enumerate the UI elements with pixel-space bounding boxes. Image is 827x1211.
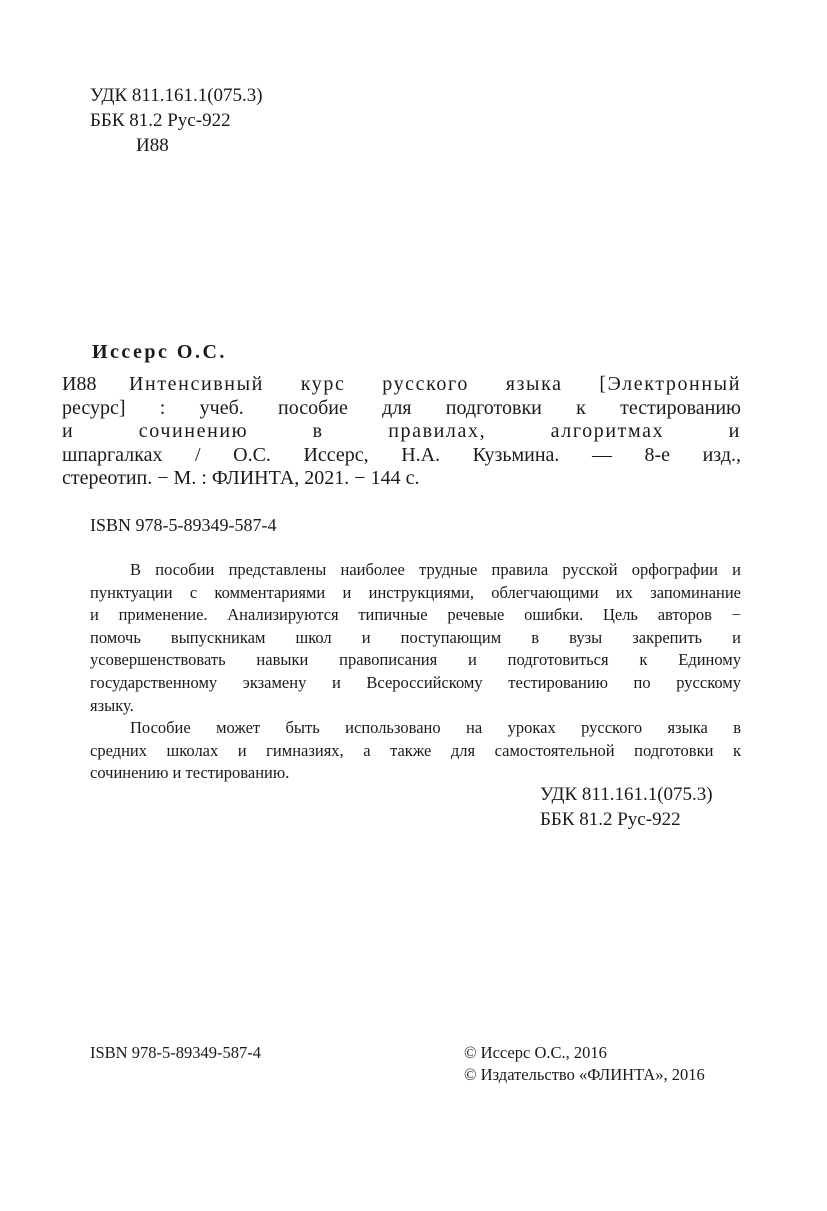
- annotation-line: Пособие может быть использовано на уроках русского языка в: [130, 718, 741, 738]
- udk-code: УДК 811.161.1(075.3): [90, 85, 263, 106]
- author-heading: Иссерс О.С.: [92, 341, 227, 363]
- annotation-paragraph: [90, 559, 741, 717]
- annotation-line: усовершенствовать навыки правописания и подготовиться к Единому: [90, 650, 741, 670]
- annotation-line: В пособии представлены наиболее трудные правила русской орфографии и: [130, 560, 741, 579]
- annotation-line: сочинению и тестированию.: [90, 763, 290, 783]
- bbk-code: ББК 81.2 Рус-922: [540, 809, 681, 830]
- bib-line: стереотип. − М. : ФЛИНТА, 2021. − 144 с.: [62, 467, 420, 489]
- copyright-author: © Иссерс О.С., 2016: [464, 1043, 607, 1062]
- top-classification-codes: [90, 83, 263, 158]
- bibliographic-author-sign: И88: [62, 373, 97, 395]
- udk-code: УДК 811.161.1(075.3): [540, 784, 713, 805]
- isbn: ISBN 978-5-89349-587-4: [90, 515, 277, 535]
- annotation-line: пунктуации с комментариями и инструкциями, облегчающими их запоминание: [90, 582, 741, 602]
- author-sign: И88: [136, 135, 169, 156]
- annotation-line: и применение. Анализируются типичные речевые ошибки. Цель авторов −: [90, 605, 741, 625]
- copyright-notices: [464, 1042, 705, 1086]
- bottom-classification-codes: [540, 782, 713, 832]
- bib-line: и сочинению в правилах, алгоритмах и: [62, 420, 741, 442]
- bib-line: ресурс] : учеб. пособие для подготовки к тестированию: [62, 396, 741, 419]
- annotation: [90, 559, 741, 785]
- annotation-line: средних школах и гимназиях, а также для самостоятельной подготовки к: [90, 740, 741, 760]
- annotation-paragraph: [90, 717, 741, 785]
- bib-line: шпаргалках / О.С. Иссерс, Н.А. Кузьмина. — 8-е изд.,: [62, 443, 741, 466]
- annotation-line: государственному экзамену и Всероссийскому тестированию по русскому: [90, 672, 741, 692]
- footer-isbn: ISBN 978-5-89349-587-4: [90, 1043, 261, 1062]
- bbk-code: ББК 81.2 Рус-922: [90, 110, 231, 131]
- annotation-line: языку.: [90, 695, 134, 715]
- annotation-line: помочь выпускникам школ и поступающим в вузы закрепить и: [90, 627, 741, 647]
- bib-line: Интенсивный курс русского языка [Электронный: [129, 373, 741, 395]
- copyright-publisher: © Издательство «ФЛИНТА», 2016: [464, 1065, 705, 1084]
